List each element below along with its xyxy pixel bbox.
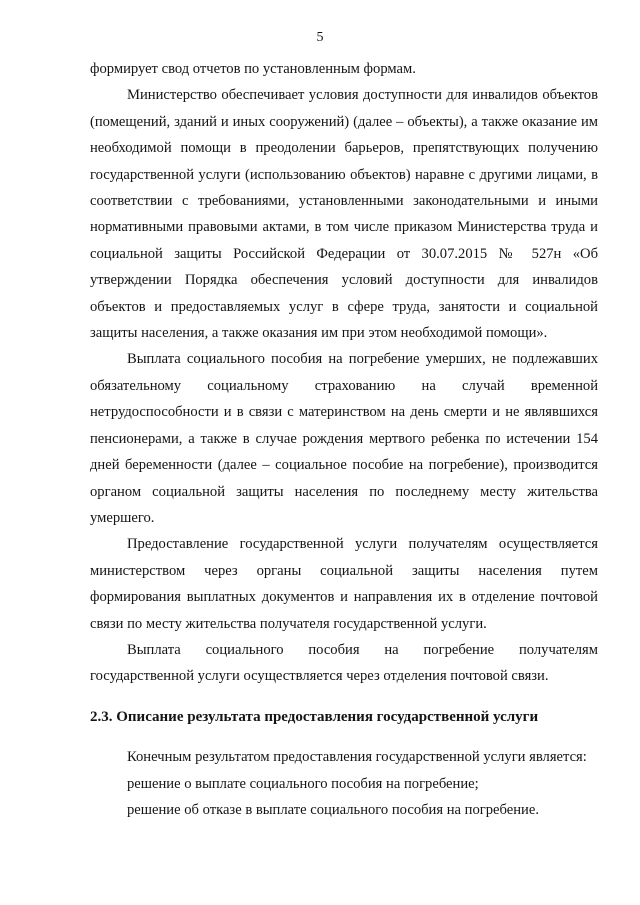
paragraph-service-provision: Предоставление государственной услуги получателям осуществляется министерством через органы социальной защиты населения путем формирования выплатных документов и направления их в отделение почтовой связи по месту жительства получателя государственной услуги. [90, 536, 598, 632]
paragraph-continuation: формирует свод отчетов по установленным формам. [90, 61, 416, 77]
paragraph-payment-delivery: Выплата социального пособия на погребение получателям государственной услуги осуществляется через отделения почтовой связи. [90, 641, 598, 685]
result-item: решение об отказе в выплате социального пособия на погребение. [127, 801, 539, 818]
result-item: решение о выплате социального пособия на погребение; [127, 775, 479, 792]
paragraph-accessibility: Министерство обеспечивает условия доступности для инвалидов объектов (помещений, зданий и иных сооружений) (далее – объекты), а также оказание им необходимой помощи в преодолении барьеров, препятствующих получению государственной услуги (использованию объектов) наравне с другими лицами, в соответствии с требованиями, установленными законодательными и иными нормативными правовыми актами, в том числе приказом Министерства труда и социальной защиты Российской Федерации от 30.07.2015 № 527н «Об утверждении Порядка обеспечения условий доступности для инвалидов объектов и предоставляемых услуг в сфере труда, занятости и социальной защиты населения, а также оказания им при этом необходимой помощи». [90, 87, 598, 342]
page-number: 5 [316, 30, 324, 45]
document-body [90, 56, 598, 823]
section-intro: Конечным результатом предоставления государственной услуги является: [127, 749, 587, 766]
section-heading: 2.3. Описание результата предоставления государственной услуги [90, 708, 539, 725]
paragraph-burial-allowance: Выплата социального пособия на погребение умерших, не подлежавших обязательному социальному страхованию на случай временной нетрудоспособности и в связи с материнством на день смерти и не являвшихся пенсионерами, а также в случае рождения мертвого ребенка по истечении 154 дней беременности (далее – социальное пособие на погребение), производится органом социальной защиты населения по последнему месту жительства умершего. [90, 351, 598, 526]
